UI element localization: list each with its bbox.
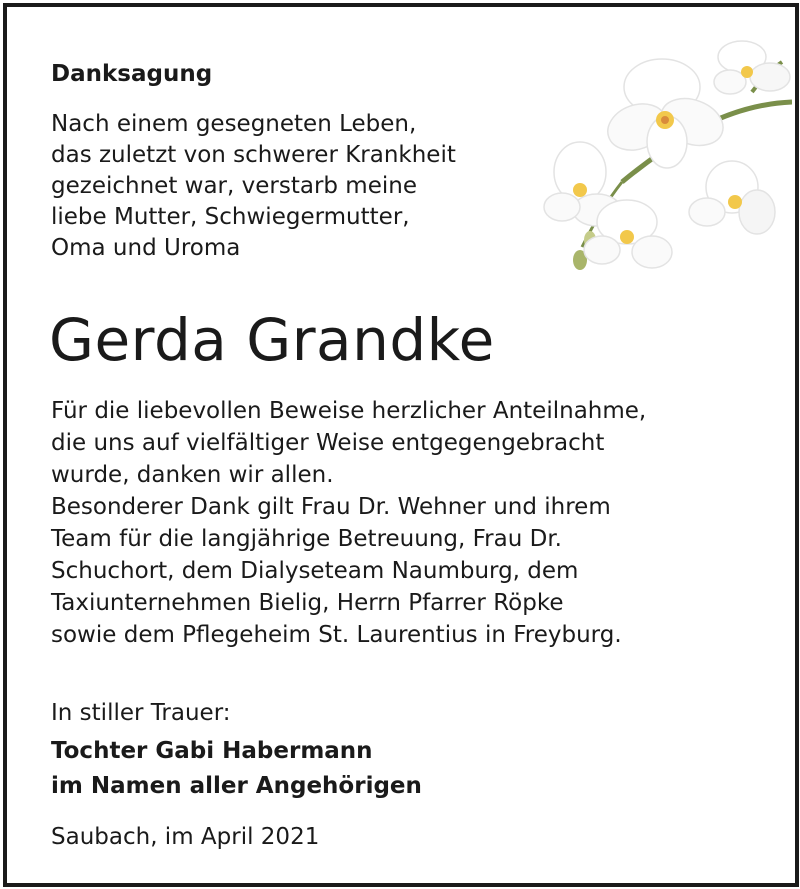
thanks-line: Schuchort, dem Dialyseteam Naumburg, dem: [51, 558, 579, 584]
deceased-name: Gerda Grandke: [49, 306, 495, 374]
thanks-line: Team für die langjährige Betreuung, Frau Dr.: [51, 526, 562, 552]
mourning-label: In stiller Trauer:: [51, 700, 231, 726]
thanks-line: sowie dem Pflegeheim St. Laurentius in Freyburg.: [51, 622, 622, 648]
thanks-line: Besonderer Dank gilt Frau Dr. Wehner und ihrem: [51, 494, 611, 520]
signer-line: im Namen aller Angehörigen: [51, 773, 422, 799]
thanks-line: die uns auf vielfältiger Weise entgegengebracht: [51, 430, 605, 456]
thanks-line: wurde, danken wir allen.: [51, 462, 334, 488]
orchid-flower-image: [542, 32, 792, 282]
intro-line: das zuletzt von schwerer Krankheit: [51, 142, 456, 168]
intro-line: gezeichnet war, verstarb meine: [51, 173, 417, 199]
notice-heading: Danksagung: [51, 61, 213, 87]
thanks-text: [51, 395, 771, 651]
place-date: Saubach, im April 2021: [51, 824, 320, 850]
signer-line: Tochter Gabi Habermann: [51, 738, 373, 764]
thanks-line: Für die liebevollen Beweise herzlicher Anteilnahme,: [51, 398, 647, 424]
signer-block: [51, 734, 422, 804]
intro-text: [51, 109, 571, 264]
intro-line: Oma und Uroma: [51, 235, 241, 261]
thanks-line: Taxiunternehmen Bielig, Herrn Pfarrer Röpke: [51, 590, 564, 616]
intro-line: liebe Mutter, Schwiegermutter,: [51, 204, 410, 230]
obituary-frame: [3, 3, 799, 887]
intro-line: Nach einem gesegneten Leben,: [51, 111, 417, 137]
